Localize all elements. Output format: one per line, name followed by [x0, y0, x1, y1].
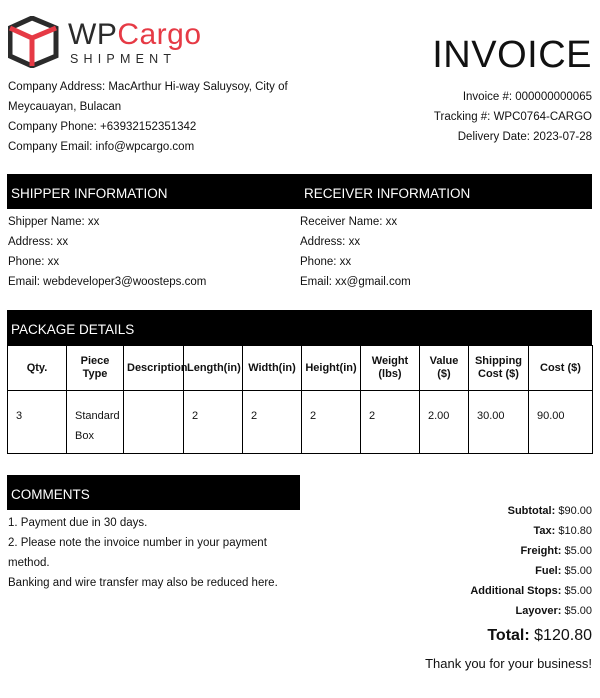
invoice-number: Invoice #: 000000000065: [462, 91, 592, 103]
package-table: [7, 345, 593, 454]
receiver-email: Email: xx@gmail.com: [300, 276, 411, 288]
col-shipping-cost: Shipping Cost ($): [469, 346, 529, 391]
grand-total: [487, 627, 592, 645]
freight-label: Freight:: [520, 545, 562, 557]
comment-line-3: Banking and wire transfer may also be reduced here.: [8, 577, 278, 589]
comments-body: [8, 513, 308, 593]
delivery-date: Delivery Date: 2023-07-28: [457, 131, 592, 143]
shipper-address: Address: xx: [8, 236, 69, 248]
receiver-name: Receiver Name: xx: [300, 216, 398, 228]
cell-piece-type: Standard Box: [67, 391, 124, 454]
cell-weight: 2: [361, 391, 420, 454]
subtotal-label: Subtotal:: [507, 505, 556, 517]
cell-shipping-cost: 30.00: [469, 391, 529, 454]
tax-label: Tax:: [533, 525, 556, 537]
additional-stops-label: Additional Stops:: [470, 585, 562, 597]
additional-stops-value: $5.00: [564, 585, 592, 597]
col-length: Length(in): [184, 346, 243, 391]
tax-line: [332, 521, 592, 541]
fuel-value: $5.00: [564, 565, 592, 577]
logo-cargo: Cargo: [117, 18, 202, 51]
col-weight: Weight (lbs): [361, 346, 420, 391]
total-label: Total:: [487, 627, 530, 644]
table-row: [8, 391, 593, 454]
col-piece-type: Piece Type: [67, 346, 124, 391]
comment-line-1: 1. Payment due in 30 days.: [8, 517, 148, 529]
company-address-line2: Meycauayan, Bulacan: [8, 101, 122, 113]
package-heading: PACKAGE DETAILS: [11, 322, 135, 337]
shipper-phone: Phone: xx: [8, 256, 60, 268]
subtotal-value: $90.00: [558, 505, 592, 517]
col-qty: Qty.: [8, 346, 67, 391]
company-info: [8, 77, 308, 157]
thank-you-note: Thank you for your business!: [425, 656, 592, 671]
tax-value: $10.80: [558, 525, 592, 537]
layover-label: Layover:: [515, 605, 562, 617]
col-width: Width(in): [243, 346, 302, 391]
total-value: $120.80: [534, 627, 592, 644]
shipper-info: [8, 212, 293, 292]
cell-qty: 3: [8, 391, 67, 454]
logo-wordmark: [68, 20, 202, 50]
company-address-line1: Company Address: MacArthur Hi-way Saluysoy, City of: [8, 81, 288, 93]
comments-header-bar: [7, 475, 300, 510]
logo-wp: WP: [68, 18, 118, 51]
package-header-bar: [7, 310, 592, 345]
parties-header-bar: [7, 174, 592, 209]
col-value: Value ($): [420, 346, 469, 391]
layover-line: [332, 601, 592, 621]
col-cost: Cost ($): [529, 346, 593, 391]
fuel-label: Fuel:: [535, 565, 562, 577]
comment-line-2: 2. Please note the invoice number in your payment method.: [8, 537, 267, 569]
receiver-heading: RECEIVER INFORMATION: [304, 186, 471, 201]
box-logo-icon: [8, 16, 60, 68]
receiver-phone: Phone: xx: [300, 256, 352, 268]
page-title: INVOICE: [432, 34, 592, 76]
totals: [332, 501, 592, 621]
company-email: Company Email: info@wpcargo.com: [8, 141, 195, 153]
receiver-info: [300, 212, 590, 292]
comments-heading: COMMENTS: [11, 487, 90, 502]
cell-length: 2: [184, 391, 243, 454]
col-description: Description: [124, 346, 184, 391]
cell-cost: 90.00: [529, 391, 593, 454]
shipper-heading: SHIPPER INFORMATION: [11, 186, 168, 201]
shipper-email: Email: webdeveloper3@woosteps.com: [8, 276, 207, 288]
table-header-row: [8, 346, 593, 391]
logo: [8, 14, 218, 70]
logo-subtitle: SHIPMENT: [70, 52, 177, 66]
cell-value: 2.00: [420, 391, 469, 454]
company-phone: Company Phone: +63932152351342: [8, 121, 197, 133]
subtotal-line: [332, 501, 592, 521]
additional-stops-line: [332, 581, 592, 601]
col-height: Height(in): [302, 346, 361, 391]
invoice-meta: [332, 87, 592, 147]
receiver-address: Address: xx: [300, 236, 361, 248]
tracking-number: Tracking #: WPC0764-CARGO: [433, 111, 592, 123]
layover-value: $5.00: [564, 605, 592, 617]
fuel-line: [332, 561, 592, 581]
cell-height: 2: [302, 391, 361, 454]
freight-line: [332, 541, 592, 561]
cell-description: [124, 391, 184, 454]
freight-value: $5.00: [564, 545, 592, 557]
shipper-name: Shipper Name: xx: [8, 216, 100, 228]
cell-width: 2: [243, 391, 302, 454]
